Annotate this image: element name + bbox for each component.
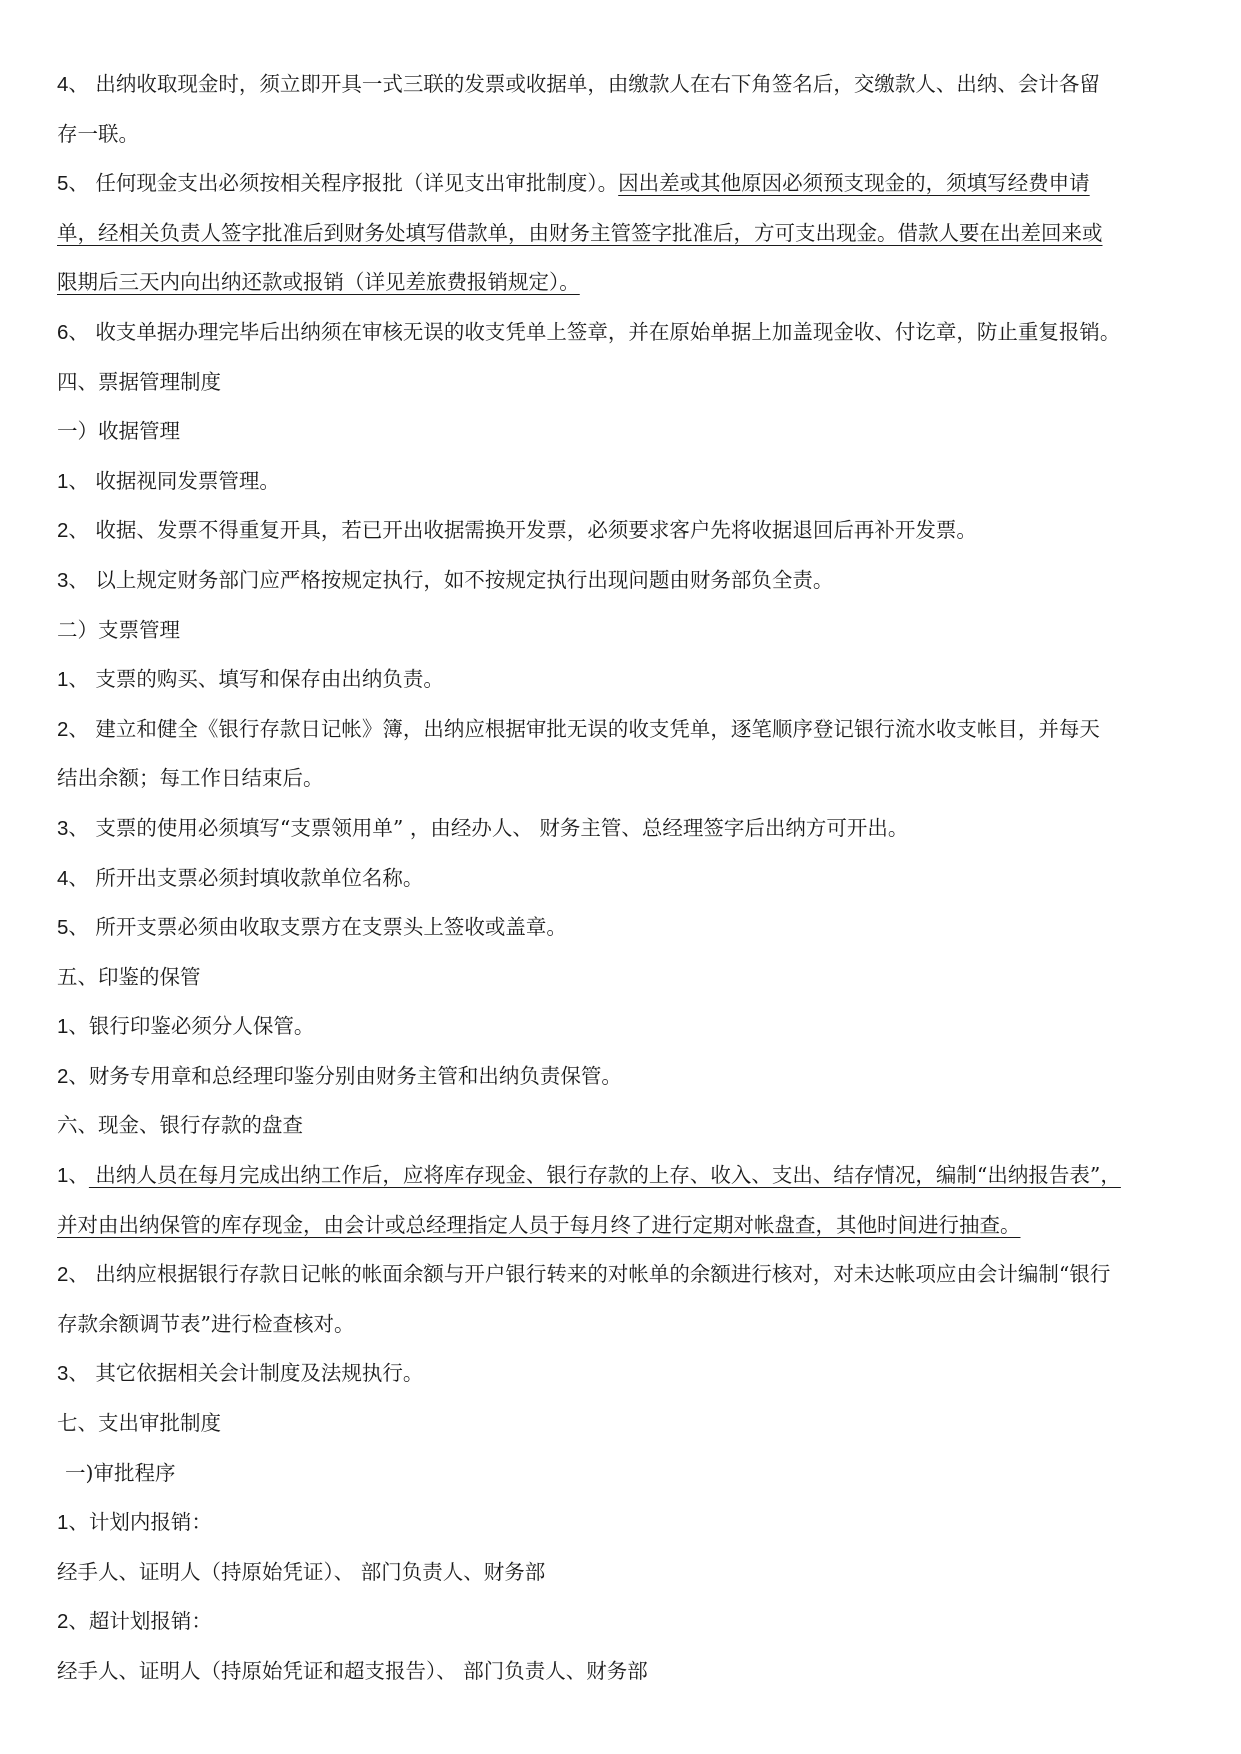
item-number: 5、: [57, 916, 89, 940]
line-text: 存一联。: [57, 121, 139, 146]
paragraph-line: [57, 556, 1187, 606]
line-text: 银行印鉴必须分人保管。: [88, 1014, 315, 1039]
item-number: 2、: [57, 1064, 89, 1088]
item-number: 1、: [57, 668, 89, 692]
item-number: 2、: [57, 519, 89, 543]
item-number: 4、: [57, 866, 89, 890]
line-text: 任何现金支出必须按相关程序报批（详见支出审批制度）。: [88, 171, 619, 196]
line-text: 七、支出审批制度: [57, 1411, 221, 1436]
paragraph-line: [57, 804, 1187, 854]
line-text: 二）支票管理: [57, 617, 180, 642]
line-text: 一)审批程序: [65, 1460, 176, 1485]
subsection-heading: [57, 606, 1187, 656]
line-text: 六、现金、银行存款的盘查: [57, 1113, 303, 1138]
paragraph-line: [57, 1349, 1187, 1399]
line-text: 以上规定财务部门应严格按规定执行，如不按规定执行出现问题由财务部负全责。: [88, 567, 834, 592]
item-number: 2、: [57, 1610, 89, 1634]
item-number: 1、: [57, 469, 89, 493]
item-number: 1、: [57, 1511, 89, 1535]
paragraph-line: [57, 1647, 1187, 1697]
paragraph-line: [57, 506, 1187, 556]
paragraph-line: [57, 209, 1187, 259]
paragraph-line: [57, 308, 1187, 358]
paragraph-line: [57, 1597, 1187, 1647]
paragraph-line: [57, 1002, 1187, 1052]
underlined-text: 因出差或其他原因必须预支现金的，须填写经费申请: [618, 171, 1090, 196]
underlined-text: 出纳人员在每月完成出纳工作后，应将库存现金、银行存款的上存、收入、支出、结存情况，编制“出纳报告表”，: [88, 1163, 1121, 1188]
line-text: 四、票据管理制度: [57, 369, 221, 394]
line-text: 收据视同发票管理。: [88, 468, 280, 493]
paragraph-line: [57, 705, 1187, 755]
item-number: 2、: [57, 717, 89, 741]
item-number: 1、: [57, 1015, 89, 1039]
line-text: 建立和健全《银行存款日记帐》簿，出纳应根据审批无误的收支凭单，逐笔顺序登记银行流水收支帐目，并每天: [88, 716, 1100, 741]
paragraph-line: [57, 1201, 1187, 1251]
underlined-text: 单，经相关负责人签字批准后到财务处填写借款单，由财务主管签字批准后，方可支出现金。借款人要在出差回来或: [57, 220, 1103, 245]
line-text: 经手人、证明人（持原始凭证）、 部门负责人、财务部: [57, 1559, 546, 1584]
line-text: 收据、发票不得重复开具，若已开出收据需换开发票，必须要求客户先将收据退回后再补开发票。: [88, 518, 977, 543]
line-text: 经手人、证明人（持原始凭证和超支报告）、 部门负责人、财务部: [57, 1659, 648, 1683]
subsection-heading: [57, 1449, 1187, 1499]
item-number: 5、: [57, 172, 89, 196]
item-number: 3、: [57, 1362, 89, 1386]
subsection-heading: [57, 407, 1187, 457]
line-text: 所开出支票必须封填收款单位名称。: [88, 865, 424, 890]
section-heading: [57, 358, 1187, 408]
line-text: 出纳应根据银行存款日记帐的帐面余额与开户银行转来的对帐单的余额进行核对，对未达帐项应由会计编制“银行: [88, 1262, 1111, 1287]
item-number: 1、: [57, 1164, 89, 1188]
paragraph-line: [57, 258, 1187, 308]
paragraph-line: [57, 655, 1187, 705]
paragraph-line: [57, 754, 1187, 804]
item-number: 6、: [57, 320, 89, 344]
paragraph-line: [57, 1250, 1187, 1300]
paragraph-line: [57, 1052, 1187, 1102]
line-text: 出纳收取现金时，须立即开具一式三联的发票或收据单，由缴款人在右下角签名后，交缴款人、出纳、会计各留: [88, 72, 1100, 96]
line-text: 超计划报销：: [88, 1609, 212, 1634]
paragraph-line: [57, 110, 1187, 160]
section-heading: [57, 1101, 1187, 1151]
paragraph-line: [57, 1300, 1187, 1350]
paragraph-line: [57, 1151, 1187, 1201]
underlined-text: 并对由出纳保管的库存现金，由会计或总经理指定人员于每月终了进行定期对帐盘查，其他时间进行抽查。: [57, 1212, 1021, 1237]
item-number: 4、: [57, 73, 89, 96]
line-text: 一）收据管理: [57, 419, 180, 444]
paragraph-line: [57, 854, 1187, 904]
document-page: [57, 60, 1187, 1697]
line-text: 收支单据办理完毕后出纳须在审核无误的收支凭单上签章，并在原始单据上加盖现金收、付讫章，防止重复报销。: [88, 319, 1121, 344]
line-text: 结出余额；每工作日结束后。: [57, 766, 324, 791]
line-text: 其它依据相关会计制度及法规执行。: [88, 1361, 424, 1386]
paragraph-line: [57, 60, 1187, 110]
section-heading: [57, 953, 1187, 1003]
line-text: 五、印鉴的保管: [57, 964, 201, 989]
line-text: 支票的购买、填写和保存由出纳负责。: [88, 667, 444, 692]
paragraph-line: [57, 457, 1187, 507]
section-heading: [57, 1399, 1187, 1449]
line-text: 存款余额调节表”进行检查核对。: [57, 1311, 355, 1336]
item-number: 3、: [57, 568, 89, 592]
line-text: 所开支票必须由收取支票方在支票头上签收或盖章。: [88, 915, 567, 940]
item-number: 3、: [57, 816, 89, 840]
paragraph-line: [57, 1498, 1187, 1548]
line-text: 财务专用章和总经理印鉴分别由财务主管和出纳负责保管。: [88, 1063, 622, 1088]
paragraph-line: [57, 903, 1187, 953]
line-text: 支票的使用必须填写“支票领用单” ，由经办人、 财务主管、总经理签字后出纳方可开出。: [88, 815, 909, 840]
paragraph-line: [57, 1548, 1187, 1598]
underlined-text: 限期后三天内向出纳还款或报销（详见差旅费报销规定）。: [57, 270, 580, 295]
line-text: 计划内报销：: [88, 1510, 212, 1535]
item-number: 2、: [57, 1263, 89, 1287]
paragraph-line: [57, 159, 1187, 209]
